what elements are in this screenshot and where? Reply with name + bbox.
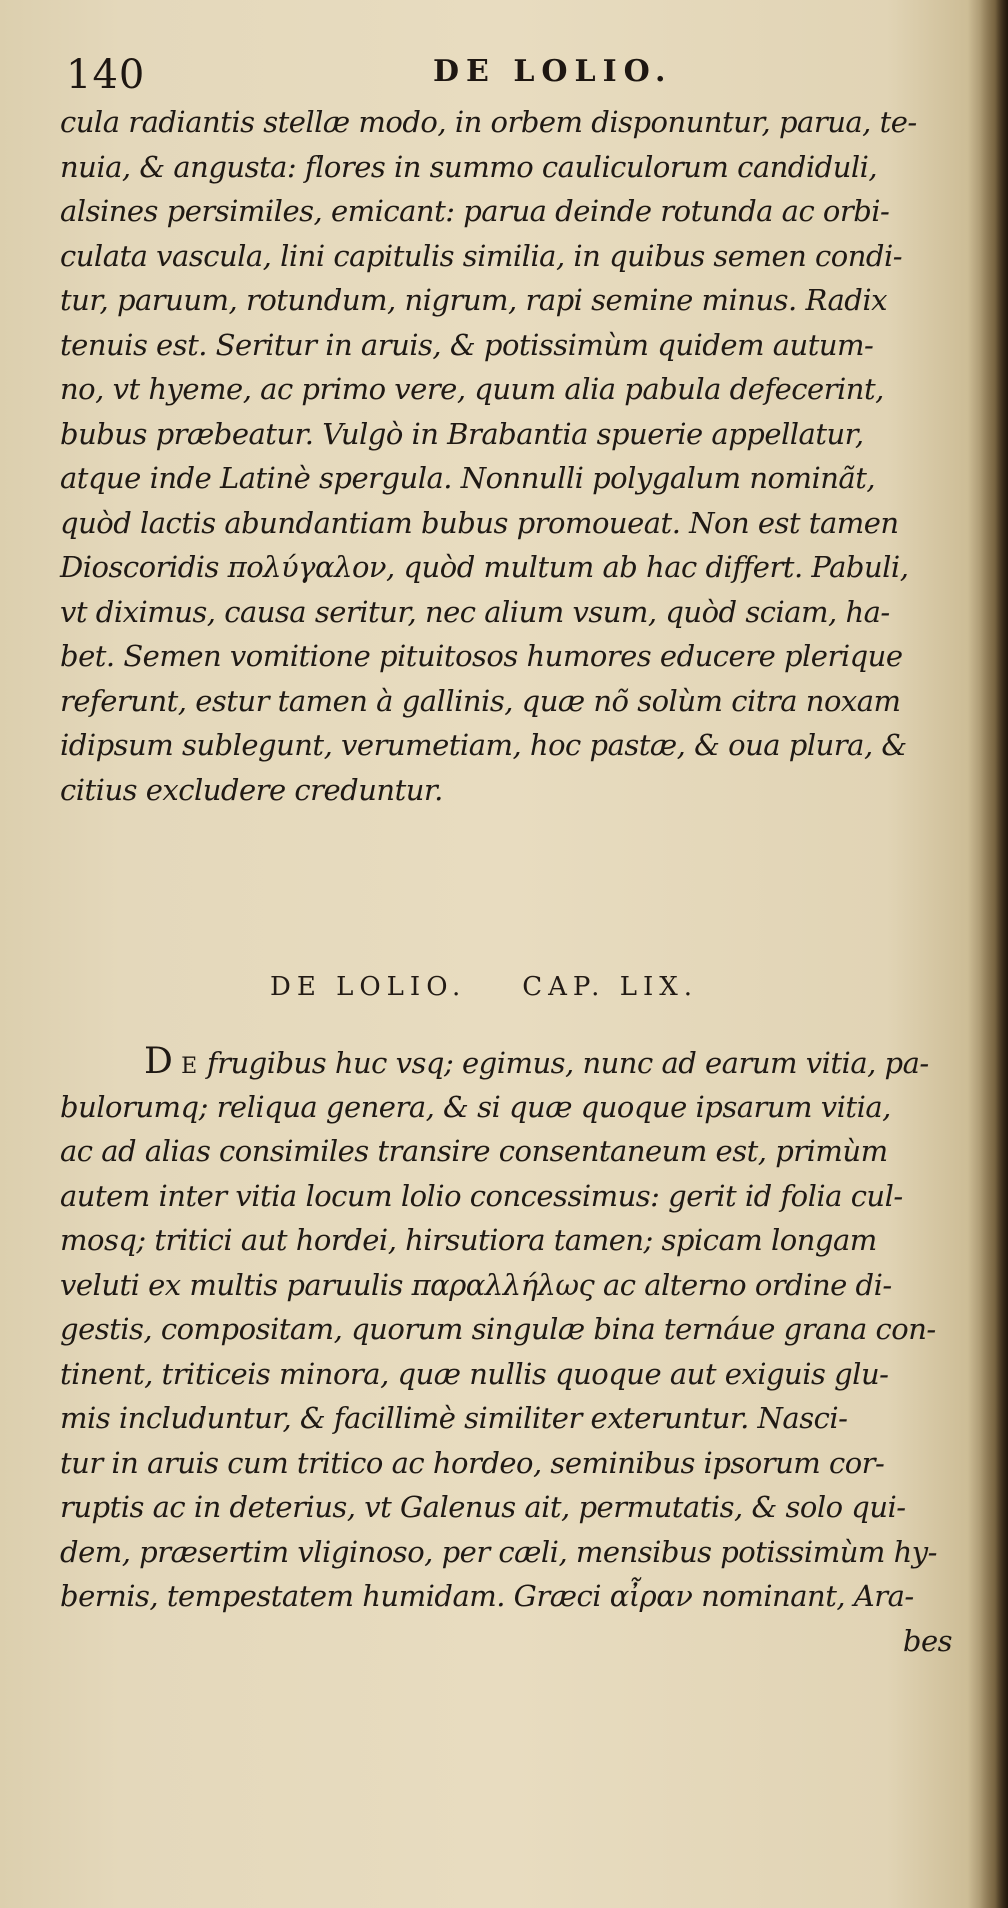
text-line: mis includuntur, & facillimè similiter exteruntur. Nasci-: [60, 1401, 848, 1435]
text-line: alsines persimiles, emicant: parua deinde rotunda ac orbi-: [60, 194, 890, 228]
text-line: bubus præbeatur. Vulgò in Brabantia spuerie appellatur,: [60, 416, 864, 451]
page-number: 140: [66, 52, 146, 98]
catchword: bes: [902, 1623, 952, 1658]
chapter-title: DE LOLIO.: [270, 972, 467, 1002]
page-gutter-shadow: [980, 0, 1008, 1908]
text-line: no, vt hyeme, ac primo vere, quum alia pabula defecerint,: [60, 372, 884, 406]
text-line: tenuis est. Seritur in aruis, & potissimùm quidem autum-: [60, 327, 874, 362]
text-line: bulorumq; reliqua genera, & si quæ quoque ipsarum vitia,: [60, 1089, 891, 1124]
text-line: tur in aruis cum tritico ac hordeo, seminibus ipsorum cor-: [60, 1445, 885, 1480]
text-line: veluti ex multis paruulis παραλλήλως ac alterno ordine di-: [60, 1267, 892, 1302]
running-head: DE LOLIO.: [433, 54, 673, 89]
text-line: Dioscoridis πολύγαλον, quòd multum ab hac differt. Pabuli,: [60, 550, 909, 584]
text-line: bernis, tempestatem humidam. Græci αἶραν nominant, Ara-: [60, 1579, 914, 1613]
text-line: cula radiantis stellæ modo, in orbem disponuntur, parua, te-: [60, 105, 917, 139]
text-line: atque inde Latinè spergula. Nonnulli polygalum nominãt,: [60, 461, 876, 495]
chapter-number: CAP. LIX.: [522, 972, 699, 1002]
text-line: autem inter vitia locum lolio concessimus: gerit id folia cul-: [60, 1178, 903, 1213]
text-line: citius excludere creduntur.: [60, 772, 443, 807]
text-line: idipsum sublegunt, verumetiam, hoc pastæ, & oua plura, &: [60, 728, 907, 762]
text-line: referunt, estur tamen à gallinis, quæ nõ solùm citra noxam: [60, 683, 901, 718]
text-block-continued: [60, 100, 968, 812]
text-line: culata vascula, lini capitulis similia, in quibus semen condi-: [60, 238, 903, 273]
text-line-opening: [60, 1040, 968, 1085]
text-line: mosq; tritici aut hordei, hirsutiora tamen; spicam longam: [60, 1223, 877, 1257]
opening-text: frugibus huc vsq; egimus, nunc ad earum vitia, pa-: [198, 1046, 929, 1080]
text-line: vt diximus, causa seritur, nec alium vsum, quòd sciam, ha-: [60, 594, 890, 629]
text-block-chapter: [60, 1040, 968, 1663]
text-line: bet. Semen vomitione pituitosos humores educere plerique: [60, 639, 903, 673]
initial-letter: D: [144, 1041, 173, 1082]
text-line: dem, præsertim vliginoso, per cæli, mensibus potissimùm hy-: [60, 1534, 937, 1569]
text-line: nuia, & angusta: flores in summo cauliculorum candiduli,: [60, 149, 878, 184]
page-header: [66, 52, 946, 102]
text-line: tinent, triticeis minora, quæ nullis quoque aut exiguis glu-: [60, 1356, 889, 1391]
chapter-heading: [270, 972, 698, 1002]
text-line: quòd lactis abundantiam bubus promoueat. Non est tamen: [60, 505, 899, 540]
text-line: ac ad alias consimiles transire consentaneum est, primùm: [60, 1134, 888, 1168]
text-line: ruptis ac in deterius, vt Galenus ait, permutatis, & solo qui-: [60, 1490, 906, 1524]
text-line: tur, paruum, rotundum, nigrum, rapi semine minus. Radix: [60, 283, 887, 317]
small-capital: E: [181, 1054, 199, 1079]
text-line: gestis, compositam, quorum singulæ bina ternáue grana con-: [60, 1312, 936, 1346]
